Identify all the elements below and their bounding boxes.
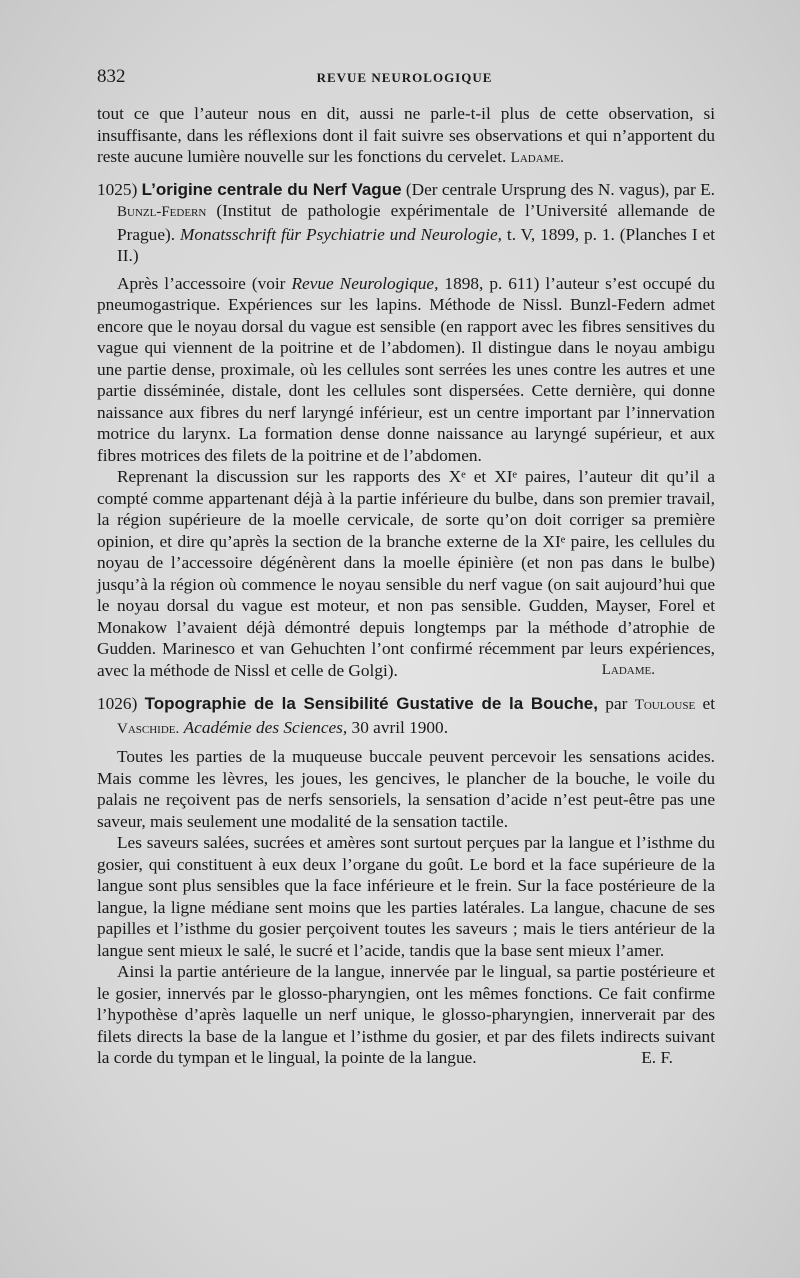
entry-heading-1025 bbox=[97, 179, 715, 267]
paragraph bbox=[97, 273, 715, 467]
page-header bbox=[97, 66, 712, 92]
entry-title: Topographie de la Sensibilité Gustative de la Bouche, bbox=[144, 694, 598, 713]
paragraph: Les saveurs salées, sucrées et amères sont surtout perçues par la langue et l’isthme du gosier, qui constituent à eux deux l’organe du goût. Le bord et la face supérieure de la langue sont plus sensibles que la face inférieure et le frein. Sur la face postérieure de la langue, la ligne médiane sent moins que les parties latérales. La langue, chacune de ses papilles et l’isthme du gosier perçoivent toutes les saveurs ; mais le tiers antérieur de la langue sent mieux le salé, le sucré et l’acide, tandis que la base sent mieux l’amer. bbox=[97, 833, 715, 960]
carryover-text: tout ce que l’auteur nous en dit, aussi ne parle-t-il plus de cette observation, si insuffisante, dans les réflexions dont il fait suivre ses observations et qui n’apportent du reste aucune lumière nouvelle sur les fonctions du cervelet. bbox=[97, 104, 715, 166]
entry-number: 1026) bbox=[97, 694, 138, 713]
entry-details: (Institut de pathologie expérimentale de l’Université allemande de Prague). bbox=[117, 201, 715, 244]
paragraph-text: Après l’accessoire (voir bbox=[117, 273, 286, 293]
paragraph: Toutes les parties de la muqueuse buccale peuvent percevoir les sensations acides. Mais comme les lèvres, les joues, les gencives, le plancher de la bouche, le voile du palais ne reçoivent pas de nerfs sensoriels, la sensation d’acide n’est peut-être pas une saveur, mais seulement une modalité de la sensation tactile. bbox=[97, 747, 715, 831]
entry-details: 30 avril 1900. bbox=[351, 717, 449, 737]
signature: Ladame. bbox=[510, 150, 564, 166]
running-title: REVUE NEUROLOGIQUE bbox=[316, 70, 493, 85]
entry-author: Toulouse bbox=[634, 697, 696, 713]
entry-journal: Monatsschrift für Psychiatrie und Neurologie, bbox=[180, 224, 502, 244]
paragraph-text: Ainsi la partie antérieure de la langue, innervée par le lingual, sa partie postérieure et le gosier, innervés par le glosso-pharyngien, ont les mêmes fonctions. Ce fait confirme l’hypothèse d’après laquelle un nerf unique, le glosso-pharyngien, innerverait par des filets directs la base de la langue et l’isthme du gosier, et par des filets indirects suivant la corde du tympan et le lingual, la pointe de la langue. bbox=[97, 962, 715, 1067]
entry-author: Vaschide. bbox=[117, 720, 180, 737]
entry-details: t. V, 1899, p. 1. (Planches I et II.) bbox=[117, 224, 715, 265]
article-body bbox=[97, 103, 715, 1069]
entry-details: (Der centrale Ursprung des N. vagus), par E. bbox=[405, 179, 716, 199]
entry-author: Bunzl-Federn bbox=[117, 204, 207, 220]
paragraph bbox=[97, 961, 715, 1069]
page-number: 832 bbox=[97, 66, 126, 87]
entry-details: et bbox=[702, 694, 716, 713]
paragraph-text: Reprenant la discussion sur les rapports des Xᵉ et XIᵉ paires, l’auteur dit qu’il a compté comme appartenant déjà à la partie inférieure du bulbe, dans son premier travail, la région supérieure de la moelle cervicale, de sorte qu’on doit corriger sa première opinion, et dire qu’après la section de la branche externe de la XIᵉ paire, les cellules du noyau de l’accessoire dégénèrent dans la moelle épinière (et non pas dans le bulbe) jusqu’à la région où commence le noyau sensible du nerf vague (on sait aujourd’hui que le noyau dorsal du vague est moteur, et non pas sensible. Gudden, Mayser, Forel et Monakow l’avaient déjà démontré depuis longtemps par la méthode d’atrophie de Gudden. Marinesco et van Gehuchten l’ont confirmé récemment par leurs expériences, avec la méthode de Nissl et celle de Golgi). bbox=[97, 467, 715, 680]
journal-reference: Revue Neurologique, bbox=[291, 273, 439, 293]
signature: Ladame. bbox=[601, 661, 655, 678]
entry-details: par bbox=[605, 694, 628, 713]
entry-number: 1025) bbox=[97, 179, 138, 199]
paragraph bbox=[97, 466, 715, 681]
signature: E. F. bbox=[641, 1048, 673, 1067]
entry-title: L’origine centrale du Nerf Vague bbox=[141, 179, 402, 199]
entry-heading-1026 bbox=[97, 693, 715, 740]
paragraph-text: 1898, p. 611) l’auteur s’est occupé du pneumogastrique. Expériences sur les lapins. Méthode de Nissl. Bunzl-Federn admet encore que le noyau dorsal du vague est sensible (en rapport avec les fibres sensitives du vague qui viennent de la poitrine et de l’abdomen). Il distingue dans le noyau ambigu une partie dense, proximale, où les cellules sont serrées les unes contre les autres et une partie disséminée, distale, dont les cellules sont dispersées. Cette dernière, qui donne naissance aux fibres du nerf laryngé inférieur, est un centre important par l’innervation motrice du larynx. La formation dense donne naissance au laryngé supérieur, et aux fibres motrices des filets de la poitrine et de l’abdomen. bbox=[97, 273, 715, 465]
carryover-paragraph bbox=[97, 103, 715, 170]
entry-venue: Académie des Sciences, bbox=[183, 717, 348, 737]
